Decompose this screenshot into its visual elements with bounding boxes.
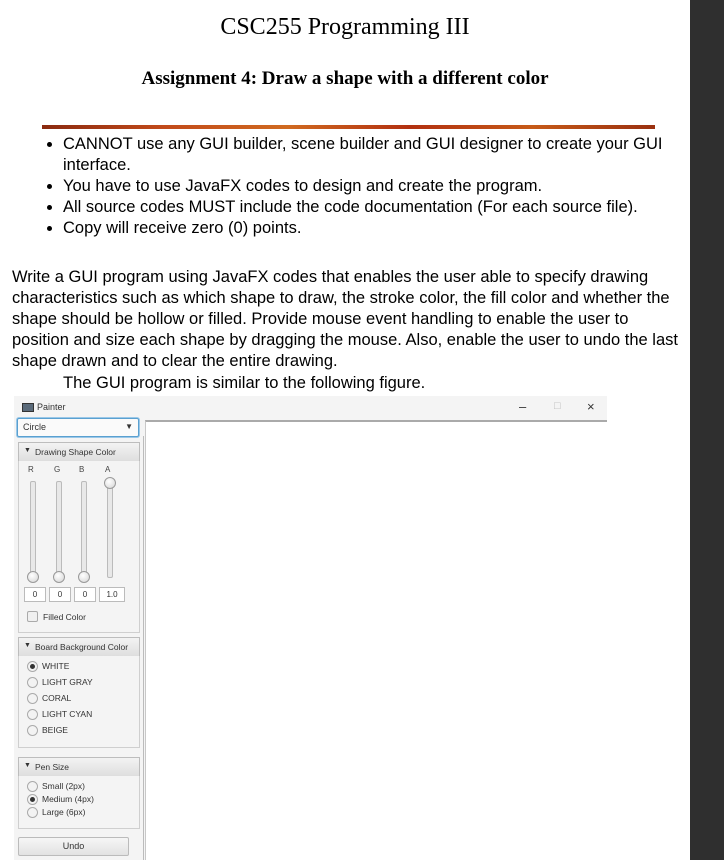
rule-item: • All source codes MUST include the code documentation (For each source file).	[63, 197, 713, 218]
radio-icon	[27, 709, 38, 720]
bg-option-white[interactable]: WHITE	[27, 661, 69, 672]
undo-button[interactable]: Undo	[18, 837, 129, 856]
maximize-button[interactable]: □	[554, 400, 561, 412]
radio-icon	[27, 677, 38, 688]
background-pane-body	[18, 656, 140, 748]
background-pane-header[interactable]: ▼ Board Background Color	[18, 637, 140, 657]
app-icon	[22, 403, 34, 412]
shape-select[interactable]: Circle ▼	[17, 418, 139, 437]
color-pane-header[interactable]: ▼ Drawing Shape Color	[18, 442, 140, 462]
rules-list	[30, 134, 713, 239]
assignment-description: Write a GUI program using JavaFX codes that enables the user able to specify drawing characteristics such as which shape to draw, the stroke color, the fill color and whether the shape should be hollow or filled. Provide mouse event handling to enable the user to position and size each shape by dragging the mouse. Also, enable the user to undo the last shape drawn and to clear the entire drawing.	[12, 268, 678, 370]
bg-option-light-cyan[interactable]: LIGHT CYAN	[27, 709, 92, 720]
decorative-divider	[42, 125, 655, 129]
blue-slider-thumb[interactable]	[78, 571, 90, 583]
red-slider[interactable]	[30, 481, 36, 578]
controls-panel	[14, 436, 144, 860]
radio-icon	[27, 781, 38, 792]
green-slider-thumb[interactable]	[53, 571, 65, 583]
pen-option-large[interactable]: Large (6px)	[27, 807, 85, 818]
radio-icon	[27, 807, 38, 818]
window-title: Painter	[22, 402, 66, 412]
pen-size-pane-body	[18, 776, 140, 829]
red-value-field[interactable]: 0	[24, 587, 46, 602]
collapse-arrow-icon: ▼	[24, 642, 31, 649]
assignment-title: Assignment 4: Draw a shape with a different color	[141, 68, 549, 89]
blue-slider[interactable]	[81, 481, 87, 578]
green-value-field[interactable]: 0	[49, 587, 71, 602]
pen-option-medium[interactable]: Medium (4px)	[27, 794, 94, 805]
viewer-side-bar	[690, 0, 724, 860]
bg-option-coral[interactable]: CORAL	[27, 693, 71, 704]
close-button[interactable]: ×	[587, 399, 595, 414]
rule-item: • You have to use JavaFX codes to design and create the program.	[63, 176, 713, 197]
alpha-value-field[interactable]: 1.0	[99, 587, 125, 602]
radio-icon	[27, 725, 38, 736]
blue-value-field[interactable]: 0	[74, 587, 96, 602]
red-slider-thumb[interactable]	[27, 571, 39, 583]
blue-label: B	[79, 465, 85, 474]
collapse-arrow-icon: ▼	[24, 447, 31, 454]
pen-size-pane-header[interactable]: ▼ Pen Size	[18, 757, 140, 777]
red-label: R	[28, 465, 34, 474]
green-slider[interactable]	[56, 481, 62, 578]
rule-item: • CANNOT use any GUI builder, scene builder and GUI designer to create your GUI interface.	[63, 134, 713, 176]
radio-icon	[27, 693, 38, 704]
drawing-canvas[interactable]	[145, 420, 607, 860]
collapse-arrow-icon: ▼	[24, 762, 31, 769]
bg-option-beige[interactable]: BEIGE	[27, 725, 68, 736]
filled-label: Filled Color	[43, 612, 86, 622]
course-title: CSC255 Programming III	[220, 14, 470, 40]
minimize-button[interactable]: –	[519, 399, 527, 414]
filled-checkbox[interactable]	[27, 611, 38, 622]
painter-window	[14, 396, 607, 860]
color-pane-body	[18, 461, 140, 633]
alpha-slider-thumb[interactable]	[104, 477, 116, 489]
radio-icon	[27, 661, 38, 672]
alpha-label: A	[105, 465, 111, 474]
rule-item: • Copy will receive zero (0) points.	[63, 218, 713, 239]
chevron-down-icon: ▼	[125, 422, 133, 431]
radio-icon	[27, 794, 38, 805]
bg-option-light-gray[interactable]: LIGHT GRAY	[27, 677, 93, 688]
pen-option-small[interactable]: Small (2px)	[27, 781, 85, 792]
figure-caption: The GUI program is similar to the following figure.	[63, 374, 426, 392]
green-label: G	[54, 465, 61, 474]
alpha-slider[interactable]	[107, 481, 113, 578]
